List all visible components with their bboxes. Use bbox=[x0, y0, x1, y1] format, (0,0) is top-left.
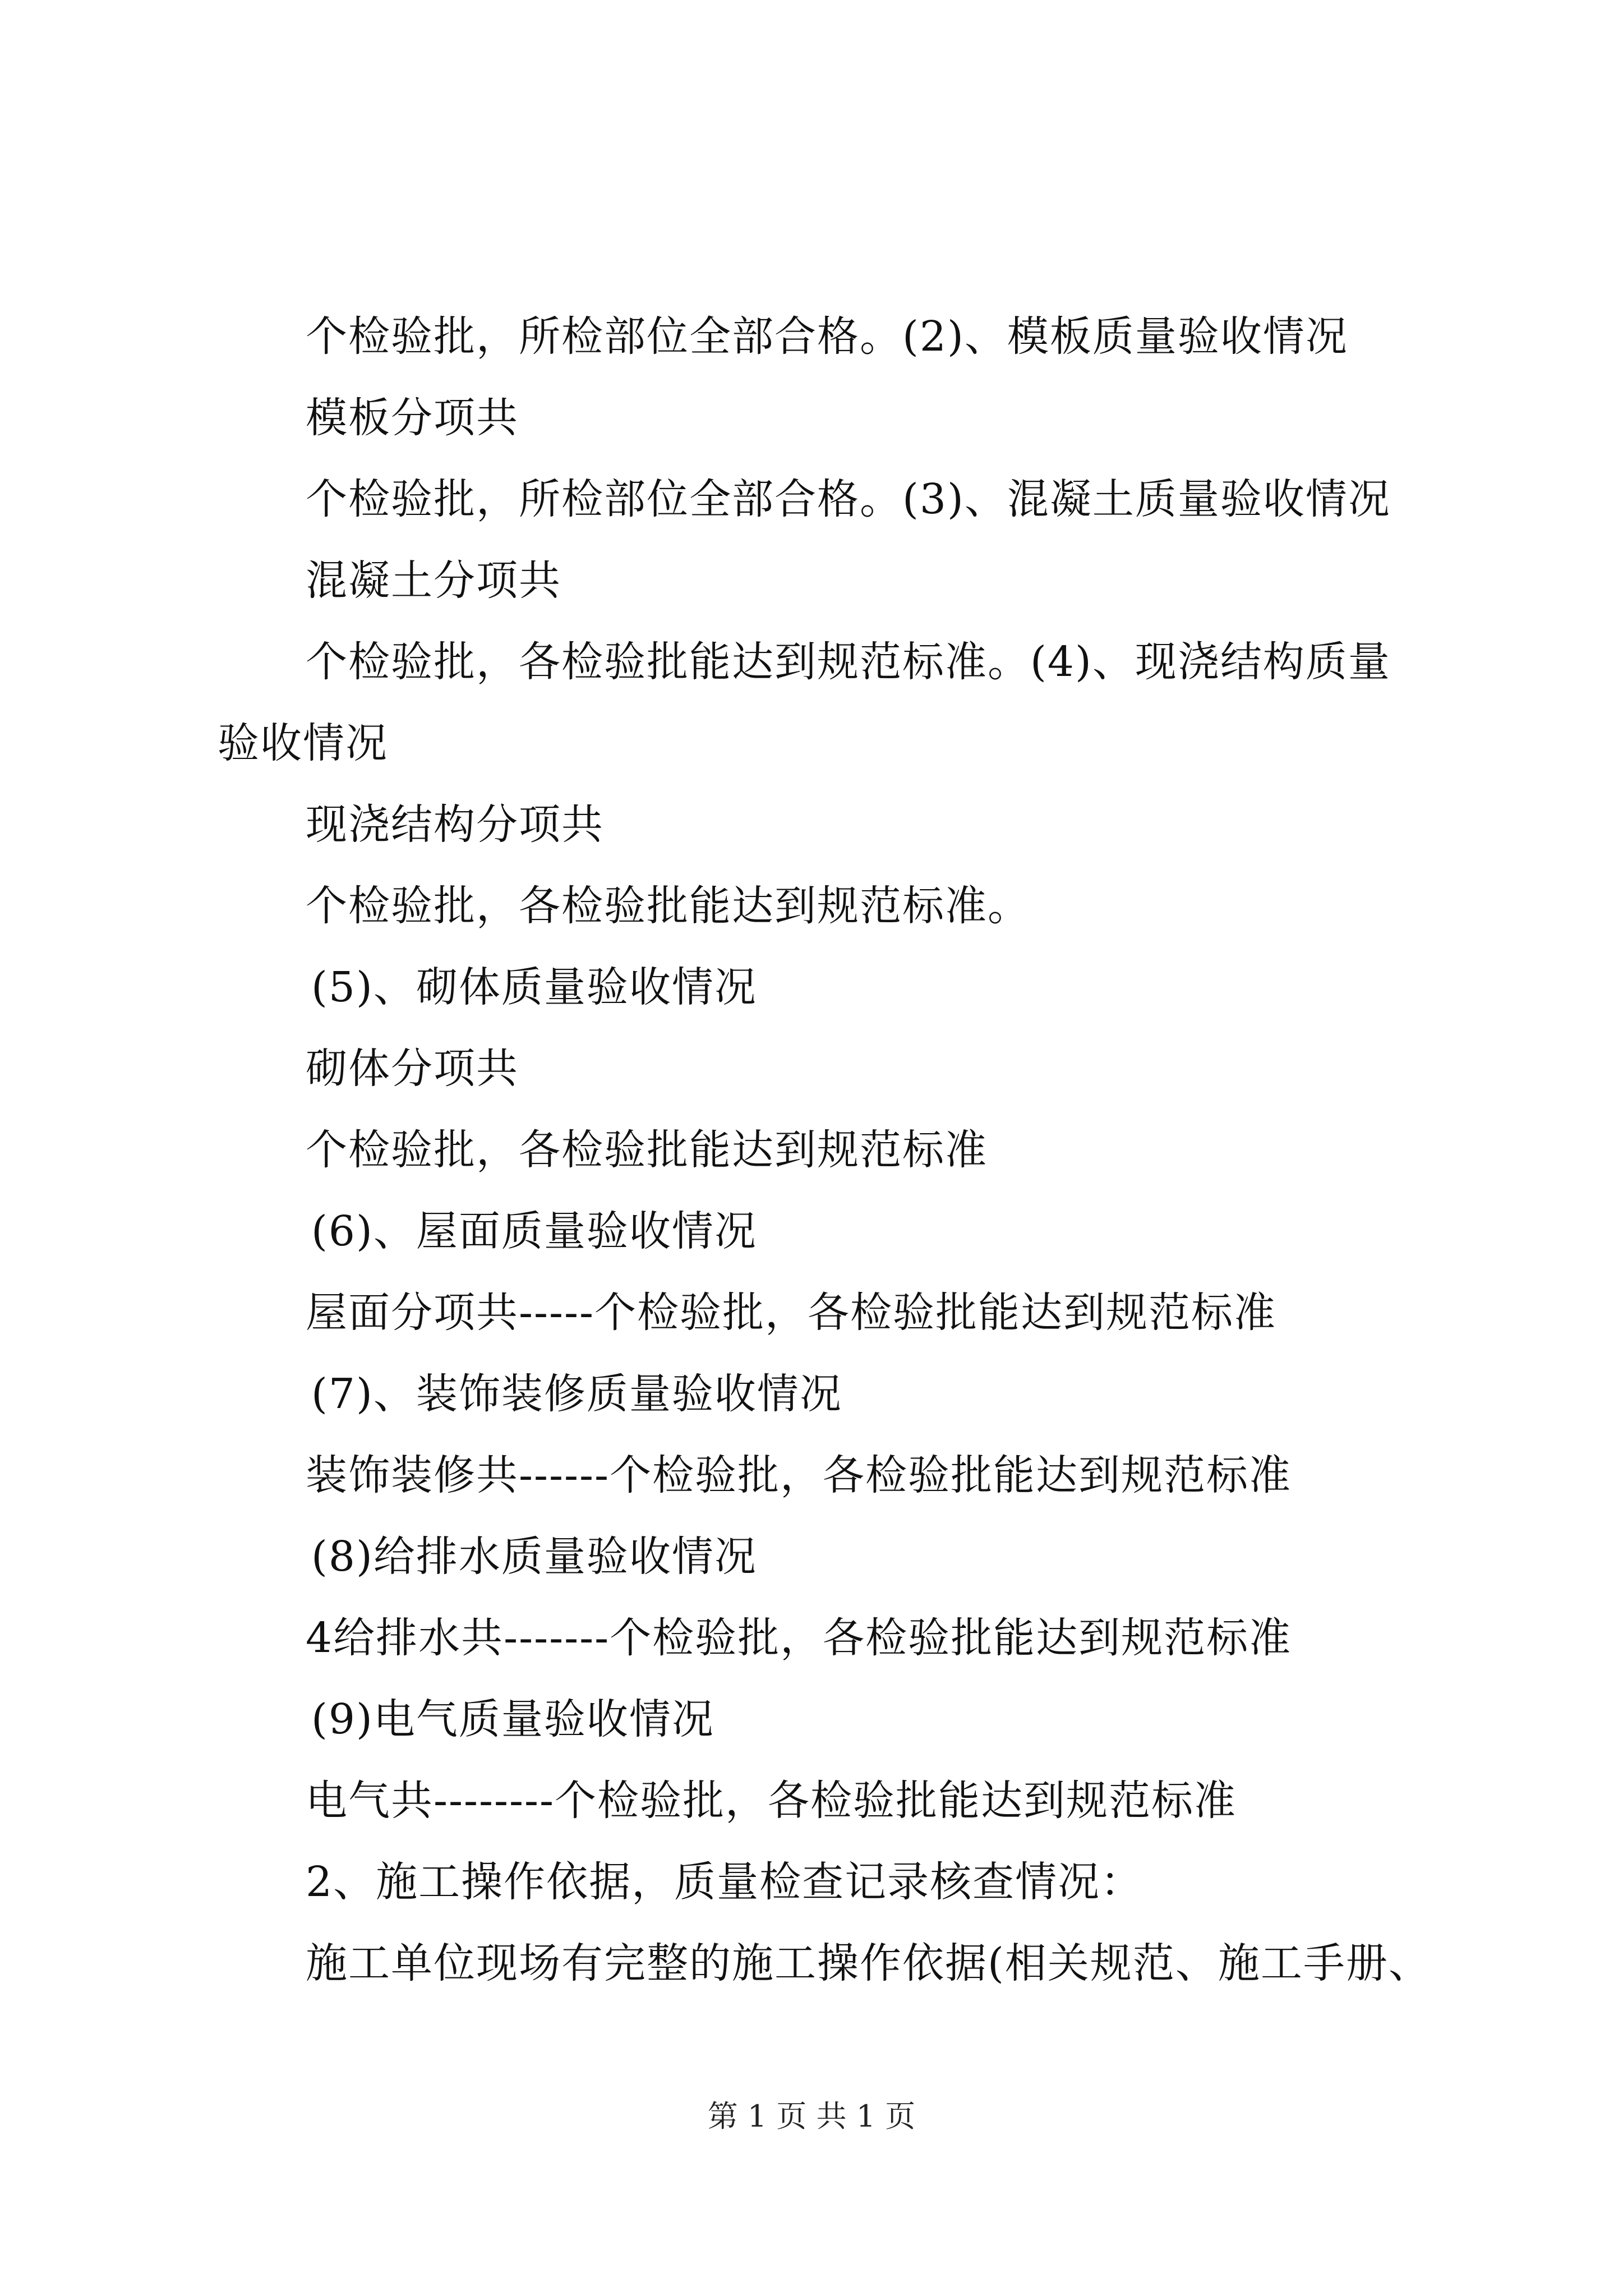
text-line-17: 4给排水共-------个检验批，各检验批能达到规范标准 bbox=[306, 1614, 1292, 1662]
text-line-15: 装饰装修共------个检验批，各检验批能达到规范标准 bbox=[306, 1451, 1292, 1499]
text-line-16: (8)给排水质量验收情况 bbox=[311, 1533, 757, 1581]
text-line-7: 现浇结构分项共 bbox=[306, 800, 604, 849]
text-line-21: 施工单位现场有完整的施工操作依据(相关规范、施工手册、 bbox=[306, 1939, 1431, 1987]
text-line-14: (7)、装饰装修质量验收情况 bbox=[311, 1370, 842, 1418]
text-line-3: 个检验批，所检部位全部合格。(3)、混凝土质量验收情况 bbox=[306, 475, 1391, 523]
text-line-8: 个检验批，各检验批能达到规范标准。 bbox=[306, 882, 1030, 930]
text-line-4: 混凝土分项共 bbox=[306, 556, 561, 605]
text-line-10: 砌体分项共 bbox=[306, 1045, 519, 1093]
text-line-5: 个检验批，各检验批能达到规范标准。(4)、现浇结构质量 bbox=[306, 638, 1391, 686]
text-line-18: (9)电气质量验收情况 bbox=[311, 1695, 714, 1743]
text-line-12: (6)、屋面质量验收情况 bbox=[311, 1207, 757, 1255]
page-footer: 第 1 页 共 1 页 bbox=[707, 2099, 916, 2134]
text-line-9: (5)、砌体质量验收情况 bbox=[311, 963, 757, 1011]
text-line-2: 模板分项共 bbox=[306, 394, 519, 442]
text-line-13: 屋面分项共-----个检验批，各检验批能达到规范标准 bbox=[306, 1289, 1277, 1337]
text-line-19: 电气共--------个检验批，各检验批能达到规范标准 bbox=[306, 1777, 1237, 1825]
text-line-20: 2、施工操作依据，质量检查记录核查情况： bbox=[306, 1858, 1144, 1906]
text-line-6: 验收情况 bbox=[218, 719, 388, 767]
text-line-11: 个检验批，各检验批能达到规范标准 bbox=[306, 1126, 988, 1174]
text-line-1: 个检验批，所检部位全部合格。(2)、模板质量验收情况 bbox=[306, 312, 1348, 361]
